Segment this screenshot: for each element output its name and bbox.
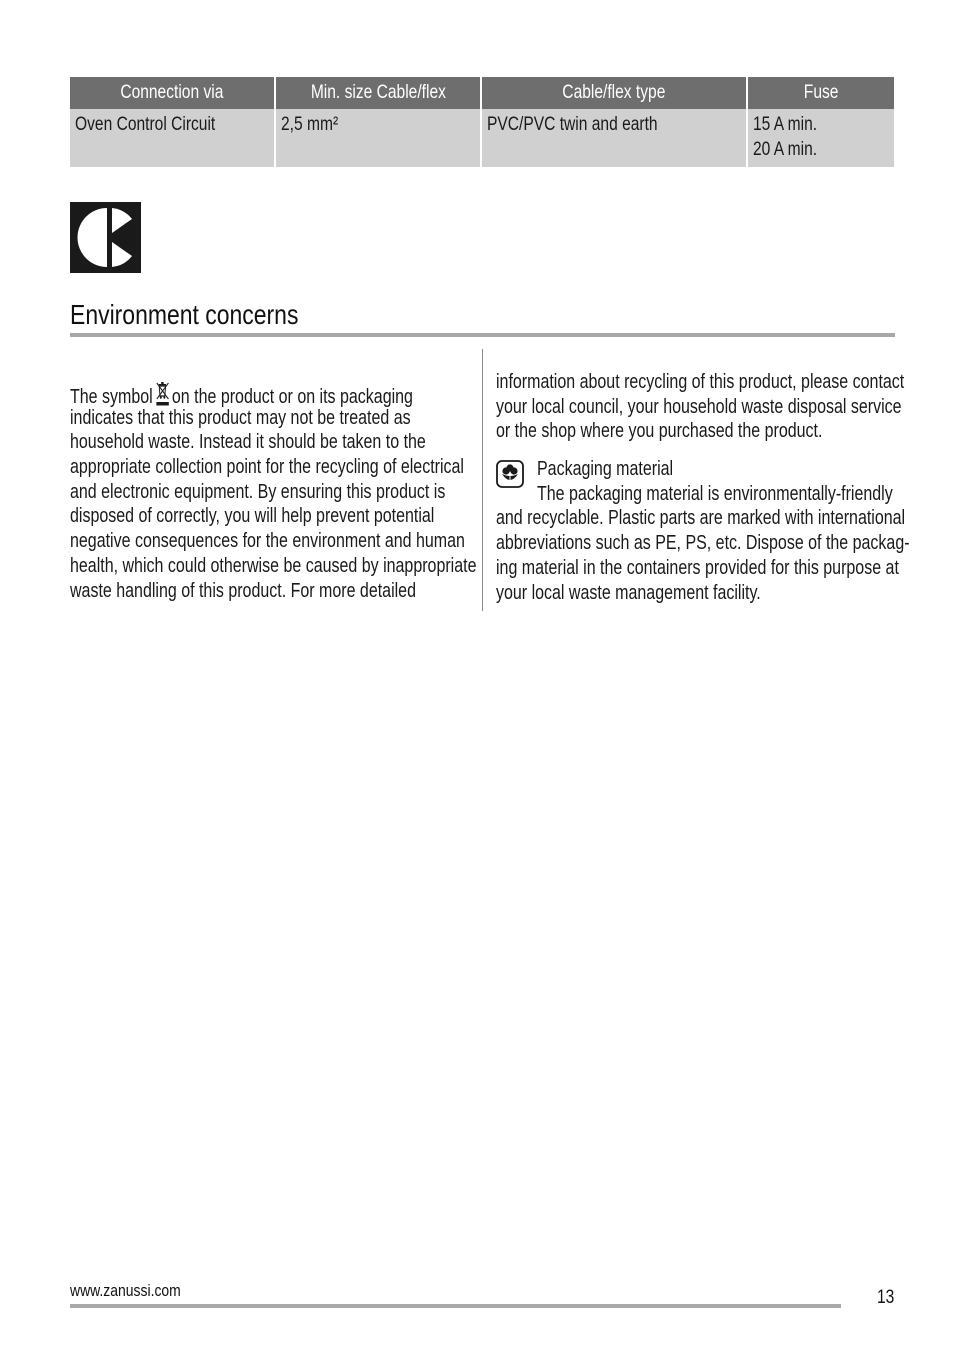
packaging-note xyxy=(496,457,910,605)
text-line: disposed of correctly, you will help prevent potential xyxy=(70,505,435,528)
text-line: household waste. Instead it should be taken to the xyxy=(70,431,426,454)
text-line: negative consequences for the environment and human xyxy=(70,530,465,553)
text-line: The packaging material is environmentally-friendly xyxy=(537,482,893,505)
text-line: your local council, your household waste disposal service xyxy=(496,395,902,418)
text-line: and electronic equipment. By ensuring this product is xyxy=(70,480,446,503)
text-line: your local waste management facility. xyxy=(496,581,761,604)
page-number: 13 xyxy=(877,1287,895,1308)
packaging-flower-icon xyxy=(496,460,524,488)
right-column-text xyxy=(496,370,910,605)
text-line: appropriate collection point for the recycling of electrical xyxy=(70,456,464,479)
text-line: and recyclable. Plastic parts are marked with international xyxy=(496,507,906,530)
packaging-heading: Packaging material xyxy=(537,458,674,481)
text-line: indicates that this product may not be treated as xyxy=(70,406,411,429)
footer-url[interactable]: www.zanussi.com xyxy=(70,1281,181,1300)
cell-fuse: 15 A min. 20 A min. xyxy=(748,109,894,167)
text-line: or the shop where you purchased the product. xyxy=(496,420,823,443)
cell-connection: Oven Control Circuit xyxy=(70,109,276,167)
header-fuse: Fuse xyxy=(748,77,894,109)
column-divider xyxy=(482,349,483,611)
text-line: waste handling of this product. For more detailed xyxy=(70,579,416,602)
table-row xyxy=(70,109,894,167)
cell-min-size: 2,5 mm² xyxy=(276,109,482,167)
text-line: The symbol on the product or on its packaging xyxy=(70,381,470,406)
crossed-out-wheelie-bin-icon xyxy=(156,381,170,407)
header-connection-via: Connection via xyxy=(70,77,276,109)
text-line: abbreviations such as PE, PS, etc. Dispose of the packag- xyxy=(496,532,910,555)
text-line: health, which could otherwise be caused by inappropriate xyxy=(70,554,477,577)
section-divider xyxy=(70,333,895,337)
text-line: information about recycling of this product, please contact xyxy=(496,371,905,393)
footer-divider xyxy=(70,1304,841,1308)
header-cable-type: Cable/flex type xyxy=(482,77,748,109)
header-min-size: Min. size Cable/flex xyxy=(276,77,482,109)
cell-cable-type: PVC/PVC twin and earth xyxy=(482,109,748,167)
text-line: ing material in the containers provided for this purpose at xyxy=(496,556,899,579)
section-title: Environment concerns xyxy=(70,299,299,330)
electrolux-logo-icon xyxy=(70,202,141,273)
connection-spec-table xyxy=(70,77,894,167)
table-header-row xyxy=(70,77,894,109)
left-column-text xyxy=(70,381,477,603)
